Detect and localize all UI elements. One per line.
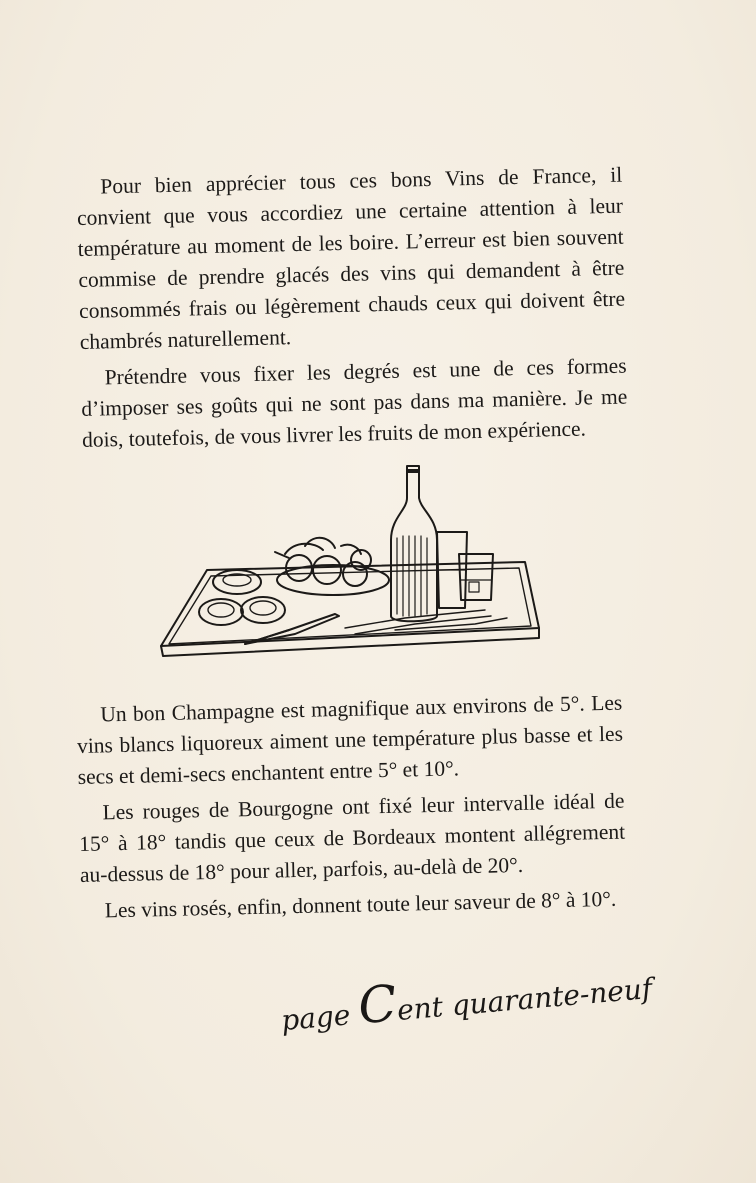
page-number-text: ent quarante-neuf — [395, 971, 654, 1028]
tray-illustration — [155, 458, 545, 668]
text-block-top — [76, 160, 628, 461]
glass — [459, 554, 493, 600]
paragraph: Pour bien apprécier tous ces bons Vins de France, il convient que vous accordiez une certaine attention à leur température au moment de les boire. L’erreur est bien souvent commise de prendre glacés des vins qui demandent à être consommés frais ou légèrement chauds ceux qui doivent être chambrés naturellement. — [76, 162, 626, 354]
page-word: page — [279, 998, 352, 1038]
page-number-initial: C — [355, 974, 400, 1036]
paragraph: Les rouges de Bourgogne ont fixé leur intervalle idéal de 15° à 18° tandis que ceux de Bordeaux montent allégrement au-dessus de 18° pour aller, parfois, au-delà de 20°. — [78, 788, 626, 887]
paragraph: Un bon Champagne est magnifique aux environs de 5°. Les vins blancs liquoreux aiment une température plus basse et les secs et demi-secs enchantent entre 5° et 10°. — [76, 690, 624, 789]
wine-bottle — [391, 470, 437, 621]
paragraph: Les vins rosés, enfin, donnent toute leur saveur de 8° à 10°. — [104, 886, 617, 923]
paragraph: Prétendre vous fixer les degrés est une de ces formes d’imposer ses goûts qui ne sont pas dans ma manière. Je me dois, toutefois, de vous livrer les fruits de mon expérience. — [81, 353, 628, 452]
text-block-bottom — [76, 688, 627, 932]
